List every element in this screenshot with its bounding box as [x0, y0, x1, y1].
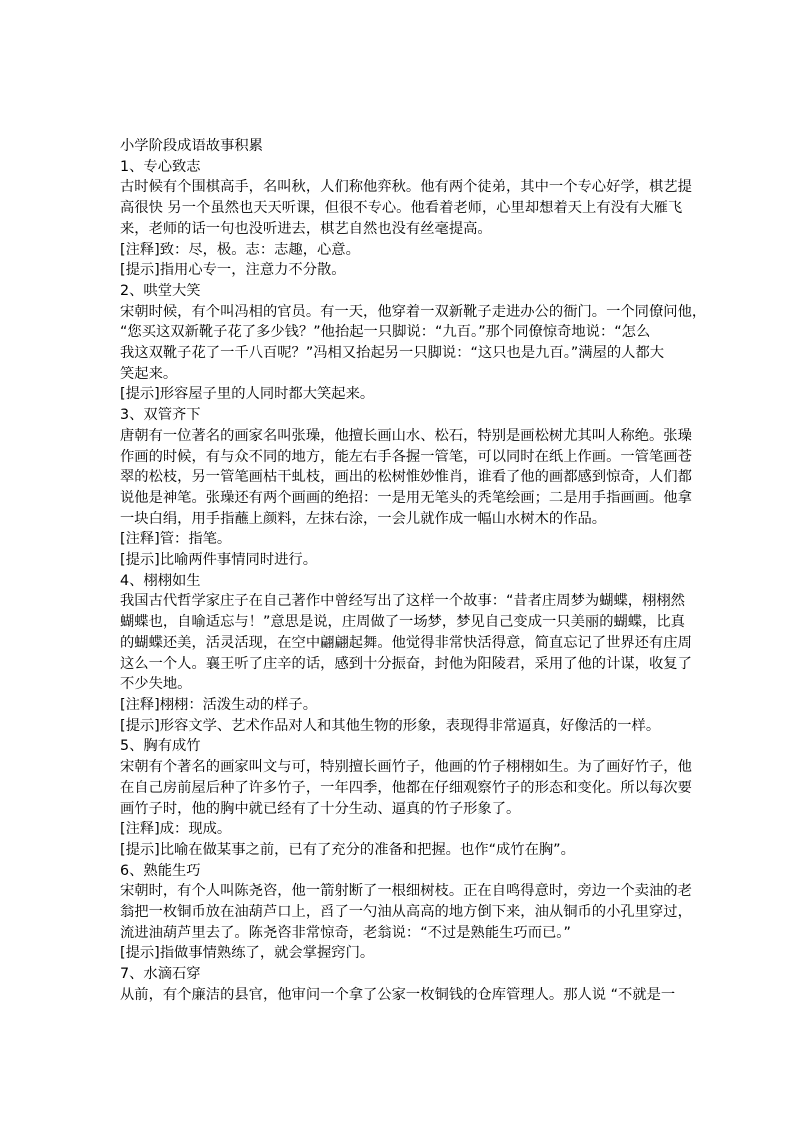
section-heading: 6、熟能生巧	[120, 862, 201, 879]
note-line: [提示]指做事情熟练了，就会掌握窍门。	[120, 945, 375, 962]
story-line: 翠的松枝，另一管笔画枯干虬枝，画出的松树惟妙惟肖，谁看了他的画都感到惊奇，人们都	[120, 469, 692, 486]
story-line: 的蝴蝶还美，活灵活现，在空中翩翩起舞。他觉得非常快活得意，简直忘记了世界还有庄周	[120, 634, 692, 651]
section-heading: 3、双管齐下	[120, 407, 201, 424]
story-line: 翁把一枚铜币放在油葫芦口上，舀了一勺油从高高的地方倒下来，油从铜币的小孔里穿过，	[120, 904, 692, 921]
story-line: 不少失地。	[120, 676, 192, 693]
section-heading: 5、胸有成竹	[120, 738, 201, 755]
document-body	[120, 136, 707, 1006]
note-line: [注释]管：指笔。	[120, 531, 232, 548]
note-line: [注释]栩栩：活泼生动的样子。	[120, 696, 318, 713]
story-line: 我这双靴子花了一千八百呢？”冯相又抬起另一只脚说：“这只也是九百。”满屋的人都大	[120, 345, 665, 362]
story-line: 一块白绢，用手指蘸上颜料，左抹右涂，一会儿就作成一幅山水树木的作品。	[120, 510, 607, 527]
story-line: 古时候有个围棋高手，名叫秋，人们称他弈秋。他有两个徒弟，其中一个专心好学，棋艺提	[120, 179, 692, 196]
note-line: [提示]形容屋子里的人同时都大笑起来。	[120, 386, 375, 403]
story-line: 画竹子时，他的胸中就已经有了十分生动、逼真的竹子形象了。	[120, 800, 521, 817]
story-line: 说他是神笔。张璪还有两个画画的绝招：一是用无笔头的秃笔绘画；二是用手指画画。他拿	[120, 489, 692, 506]
note-line: [提示]形容文学、艺术作品对人和其他生物的形象，表现得非常逼真，好像活的一样。	[120, 717, 661, 734]
story-line: “您买这双新靴子花了多少钱？”他抬起一只脚说：“九百。”那个同僚惊奇地说：“怎么	[120, 324, 651, 341]
story-line: 高很快 另一个虽然也天天听课，但很不专心。他看着老师，心里却想着天上有没有大雁飞	[120, 200, 683, 217]
section-heading: 2、哄堂大笑	[120, 282, 201, 299]
note-line: [提示]比喻两件事情同时进行。	[120, 552, 318, 569]
story-line: 流进油葫芦里去了。陈尧咨非常惊奇，老翁说：“不过是熟能生巧而已。”	[120, 924, 571, 941]
story-line: 宋朝时，有个人叫陈尧咨，他一箭射断了一根细树枝。正在自鸣得意时，旁边一个卖油的老	[120, 883, 692, 900]
note-line: [提示]指用心专一，注意力不分散。	[120, 262, 346, 279]
story-line: 唐朝有一位著名的画家名叫张璪，他擅长画山水、松石，特别是画松树尤其叫人称绝。张璪	[120, 427, 692, 444]
story-line: 宋朝有个著名的画家叫文与可，特别擅长画竹子，他画的竹子栩栩如生。为了画好竹子，他	[120, 759, 692, 776]
note-line: [注释]成：现成。	[120, 821, 232, 838]
section-heading: 4、栩栩如生	[120, 572, 201, 589]
note-line: [提示]比喻在做某事之前，已有了充分的准备和把握。也作“成竹在胸”。	[120, 841, 575, 858]
story-line: 从前，有个廉洁的县官，他审问一个拿了公家一枚铜钱的仓库管理人。那人说 “不就是一	[120, 986, 676, 1003]
note-line: [注释]致：尽，极。志：志趣，心意。	[120, 241, 360, 258]
story-line: 来，老师的话一句也没听进去，棋艺自然也没有丝毫提高。	[120, 220, 492, 237]
section-heading: 7、水滴石穿	[120, 966, 201, 983]
page-title: 小学阶段成语故事积累	[120, 138, 263, 154]
story-line: 这么一个人。襄王听了庄辛的话，感到十分振奋，封他为阳陵君，采用了他的计谋，收复了	[120, 655, 692, 672]
story-line: 笑起来。	[120, 365, 178, 382]
story-line: 在自己房前屋后种了许多竹子，一年四季，他都在仔细观察竹子的形态和变化。所以每次要	[120, 779, 692, 796]
story-line: 我国古代哲学家庄子在自己著作中曾经写出了这样一个故事：“昔者庄周梦为蝴蝶，栩栩然	[120, 593, 685, 610]
story-line: 蝴蝶也，自喻适忘与！”意思是说，庄周做了一场梦，梦见自己变成一只美丽的蝴蝶，比真	[120, 614, 685, 631]
story-line: 宋朝时候，有个叫冯相的官员。有一天，他穿着一双新靴子走进办公的衙门。一个同僚问他，	[120, 303, 707, 320]
section-heading: 1、专心致志	[120, 158, 201, 175]
story-line: 作画的时候，有与众不同的地方，能左右手各握一管笔，可以同时在纸上作画。一管笔画苍	[120, 448, 692, 465]
